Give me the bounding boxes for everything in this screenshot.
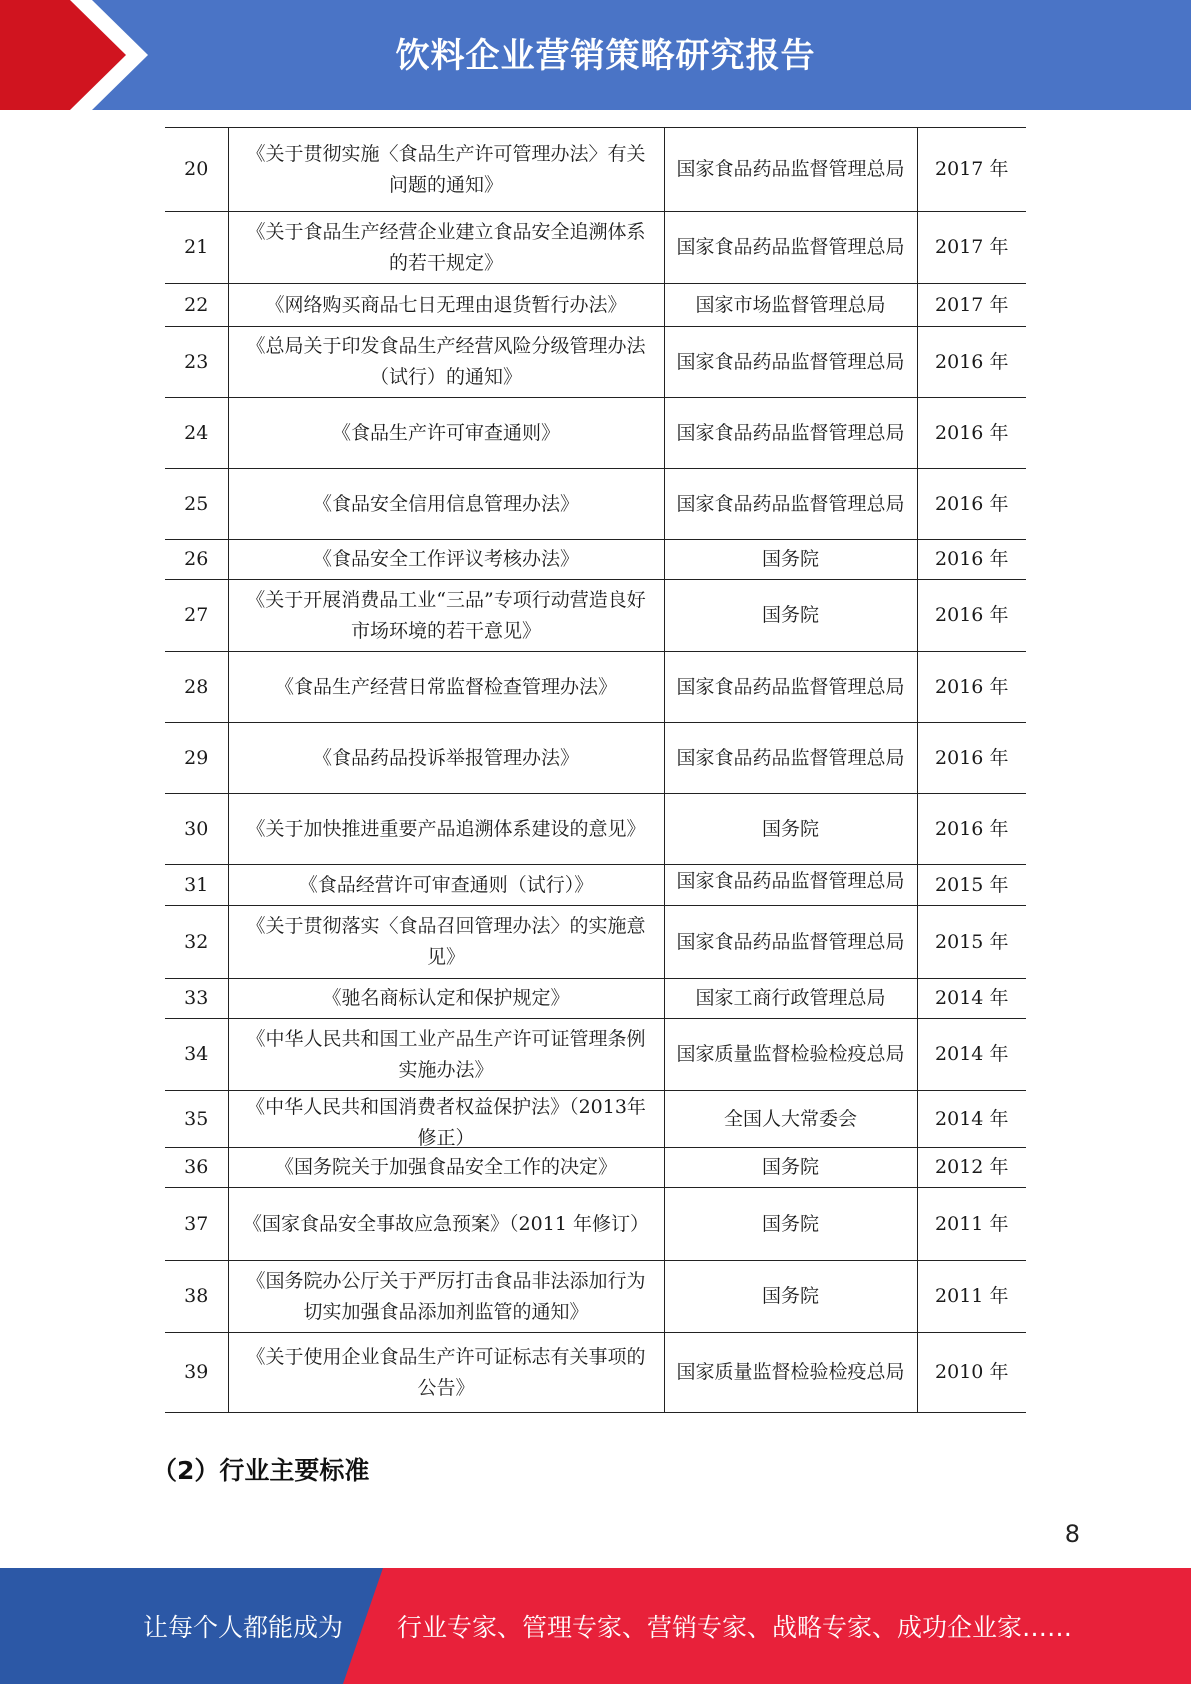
issuing-authority: 国务院 [664,1188,917,1261]
table-row [165,398,1026,469]
regulation-title: 《国务院办公厅关于严厉打击食品非法添加行为切实加强食品添加剂监管的通知》 [228,1261,664,1333]
issuing-authority: 国家工商行政管理总局 [664,979,917,1019]
regulation-title: 《关于加快推进重要产品追溯体系建设的意见》 [228,794,664,865]
issuing-authority: 国家食品药品监督管理总局 [664,652,917,723]
row-number: 35 [165,1091,228,1148]
issuing-authority: 国家食品药品监督管理总局 [664,398,917,469]
row-number: 36 [165,1148,228,1188]
issue-year: 2016 年 [917,398,1026,469]
issuing-authority: 国家食品药品监督管理总局 [664,469,917,540]
issue-year: 2016 年 [917,540,1026,580]
row-number: 31 [165,865,228,906]
issuing-authority: 国务院 [664,794,917,865]
issue-year: 2017 年 [917,128,1026,212]
table-row [165,1019,1026,1091]
footer-slogan-right: 行业专家、管理专家、营销专家、战略专家、成功企业家…… [397,1613,1073,1642]
regulation-title: 《国家食品安全事故应急预案》（2011 年修订） [228,1188,664,1261]
regulation-title: 《食品生产经营日常监督检查管理办法》 [228,652,664,723]
regulation-title: 《关于贯彻实施〈食品生产许可管理办法〉有关问题的通知》 [228,128,664,212]
row-number: 39 [165,1333,228,1413]
regulation-title: 《总局关于印发食品生产经营风险分级管理办法（试行）的通知》 [228,327,664,398]
table-row [165,794,1026,865]
row-number: 26 [165,540,228,580]
table-row [165,1261,1026,1333]
issue-year: 2011 年 [917,1261,1026,1333]
regulation-title: 《关于食品生产经营企业建立食品安全追溯体系的若干规定》 [228,212,664,284]
regulation-title: 《食品经营许可审查通则（试行）》 [228,865,664,906]
issuing-authority [664,865,917,906]
table-row [165,979,1026,1019]
regulation-title: 《食品药品投诉举报管理办法》 [228,723,664,794]
table-row [165,212,1026,284]
issue-year: 2017 年 [917,212,1026,284]
row-number: 28 [165,652,228,723]
regulation-title: 《食品生产许可审查通则》 [228,398,664,469]
table-row [165,469,1026,540]
issue-year: 2015 年 [917,865,1026,906]
row-number: 20 [165,128,228,212]
footer-slogan-left: 让每个人都能成为 [143,1613,344,1642]
row-number: 37 [165,1188,228,1261]
section-heading: （2）行业主要标准 [152,1456,370,1485]
row-number: 24 [165,398,228,469]
regulation-title: 《关于使用企业食品生产许可证标志有关事项的公告》 [228,1333,664,1413]
table-row [165,652,1026,723]
regulation-title: 《驰名商标认定和保护规定》 [228,979,664,1019]
regulation-title [228,1091,664,1148]
row-number: 27 [165,580,228,652]
table-row [165,540,1026,580]
issue-year: 2016 年 [917,794,1026,865]
regulation-title: 《关于开展消费品工业“三品”专项行动营造良好市场环境的若干意见》 [228,580,664,652]
row-number: 38 [165,1261,228,1333]
table-row [165,1148,1026,1188]
issue-year: 2015 年 [917,906,1026,979]
regulation-title: 《食品安全信用信息管理办法》 [228,469,664,540]
table-row [165,1188,1026,1261]
issuing-authority: 国家食品药品监督管理总局 [664,723,917,794]
issue-year: 2016 年 [917,580,1026,652]
issue-year: 2014 年 [917,1091,1026,1148]
issue-year: 2010 年 [917,1333,1026,1413]
issue-year: 2012 年 [917,1148,1026,1188]
issue-year: 2017 年 [917,284,1026,327]
issuing-authority: 国务院 [664,1148,917,1188]
regulation-title: 《网络购买商品七日无理由退货暂行办法》 [228,284,664,327]
issuing-authority: 国家质量监督检验检疫总局 [664,1019,917,1091]
row-number: 32 [165,906,228,979]
table-row [165,1091,1026,1148]
issue-year: 2016 年 [917,327,1026,398]
table-row [165,1333,1026,1413]
table-row [165,284,1026,327]
page-number: 8 [1064,1520,1080,1548]
row-number: 23 [165,327,228,398]
issue-year: 2016 年 [917,723,1026,794]
row-number: 22 [165,284,228,327]
issue-year: 2016 年 [917,469,1026,540]
page-header [0,0,1191,110]
issuing-authority: 全国人大常委会 [664,1091,917,1148]
issuing-authority-text: 国家食品药品监督管理总局 [676,869,905,892]
row-number: 29 [165,723,228,794]
table-row [165,580,1026,652]
regulation-title: 《中华人民共和国工业产品生产许可证管理条例实施办法》 [228,1019,664,1091]
issuing-authority: 国家食品药品监督管理总局 [664,212,917,284]
report-title: 饮料企业营销策略研究报告 [395,36,816,76]
issue-year: 2016 年 [917,652,1026,723]
row-number: 33 [165,979,228,1019]
issue-year: 2011 年 [917,1188,1026,1261]
regulations-table [165,127,1026,1413]
issuing-authority: 国务院 [664,540,917,580]
row-number: 25 [165,469,228,540]
table-row [165,865,1026,906]
issue-year: 2014 年 [917,979,1026,1019]
issuing-authority: 国家市场监督管理总局 [664,284,917,327]
issuing-authority: 国务院 [664,580,917,652]
row-number: 30 [165,794,228,865]
issuing-authority: 国务院 [664,1261,917,1333]
regulation-title: 《关于贯彻落实〈食品召回管理办法〉的实施意见》 [228,906,664,979]
row-number: 34 [165,1019,228,1091]
table-row [165,128,1026,212]
table-row [165,906,1026,979]
row-number: 21 [165,212,228,284]
issue-year: 2014 年 [917,1019,1026,1091]
issuing-authority: 国家食品药品监督管理总局 [664,906,917,979]
regulation-title: 《食品安全工作评议考核办法》 [228,540,664,580]
table-row [165,723,1026,794]
page-footer [0,1568,1191,1684]
issuing-authority: 国家质量监督检验检疫总局 [664,1333,917,1413]
table-row [165,327,1026,398]
regulation-title-text: 《中华人民共和国消费者权益保护法》（2013年修正） [246,1095,646,1147]
issuing-authority: 国家食品药品监督管理总局 [664,128,917,212]
issuing-authority: 国家食品药品监督管理总局 [664,327,917,398]
regulation-title: 《国务院关于加强食品安全工作的决定》 [228,1148,664,1188]
